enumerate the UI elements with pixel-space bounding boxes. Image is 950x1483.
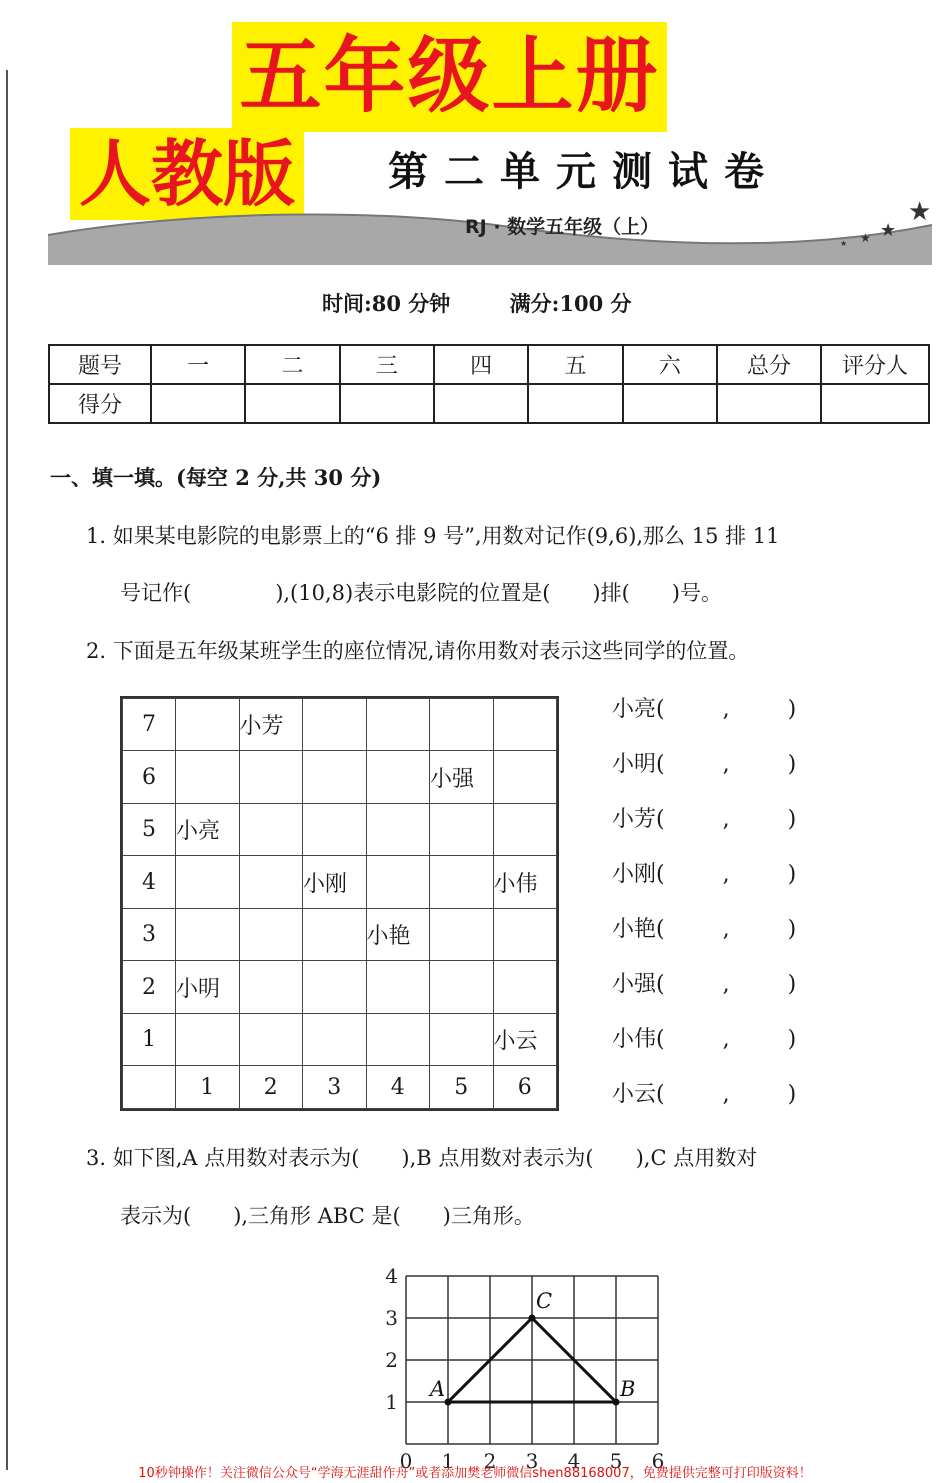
section-title: 一、填一填。(每空 2 分,共 30 分) <box>50 465 382 490</box>
answer-item <box>612 748 796 803</box>
answer-name: 小亮( <box>612 697 665 722</box>
y-tick-label: 4 <box>385 1264 398 1288</box>
seat-cell <box>239 803 303 855</box>
seat-cell: 小刚 <box>303 856 367 908</box>
seat-cell <box>303 751 367 803</box>
subject-label: RJ · 数学五年级（上） <box>465 216 660 238</box>
score-cell[interactable] <box>245 384 339 423</box>
exam-info <box>322 288 684 318</box>
question-2: 2. 下面是五年级某班学生的座位情况,请你用数对表示这些同学的位置。 <box>86 639 750 663</box>
score-table-header-row <box>49 345 929 384</box>
seat-cell <box>176 908 240 960</box>
x-tick-label: 0 <box>399 1449 413 1470</box>
seat-axis-label: 3 <box>123 908 176 960</box>
seat-axis-label: 1 <box>176 1066 240 1109</box>
seat-cell <box>303 908 367 960</box>
seat-cell <box>430 961 494 1013</box>
seat-cell <box>366 856 430 908</box>
footer-notice: 10秒钟操作！关注微信公众号“学海无涯甜作舟”或者添加樊老师微信shen88168007，免费提供完整可打印版资料！ <box>138 1466 812 1481</box>
answer-name: 小芳( <box>612 807 665 832</box>
seat-cell <box>430 908 494 960</box>
answer-item <box>612 968 796 1023</box>
score-cell[interactable] <box>151 384 245 423</box>
seat-cell <box>303 803 367 855</box>
seat-cell <box>239 908 303 960</box>
seat-cell: 小伟 <box>493 856 557 908</box>
answer-separator: , <box>722 862 730 887</box>
seat-cell <box>176 1013 240 1065</box>
score-header-cell: 评分人 <box>821 345 929 384</box>
answer-close: ) <box>787 1027 797 1052</box>
seat-cell <box>430 699 494 751</box>
coordinate-plane <box>380 1262 670 1470</box>
exam-time: 时间:80 分钟 <box>322 291 451 316</box>
seat-cell <box>493 803 557 855</box>
seat-cell <box>176 751 240 803</box>
seat-axis-label: 4 <box>123 856 176 908</box>
question-1-line-1: 1. 如果某电影院的电影票上的“6 排 9 号”,用数对记作(9,6),那么 15 排 11 <box>86 524 780 548</box>
score-header-cell: 五 <box>528 345 622 384</box>
answer-close: ) <box>787 917 797 942</box>
answer-close: ) <box>787 697 797 722</box>
seat-grid-table <box>122 698 557 1109</box>
seat-cell <box>366 961 430 1013</box>
seat-cell <box>366 751 430 803</box>
seat-cell <box>176 856 240 908</box>
seat-grid <box>120 696 559 1111</box>
seat-cell <box>493 961 557 1013</box>
seat-cell <box>493 699 557 751</box>
seat-cell <box>493 908 557 960</box>
point-label: C <box>536 1289 553 1313</box>
answer-close: ) <box>787 807 797 832</box>
exam-full-score: 满分:100 分 <box>509 291 632 316</box>
seat-cell <box>493 751 557 803</box>
seat-cell <box>176 699 240 751</box>
point-c <box>529 1315 536 1322</box>
seat-row <box>123 961 557 1013</box>
grade-banner <box>232 22 667 132</box>
answer-separator: , <box>722 752 730 777</box>
seat-row <box>123 1013 557 1065</box>
seat-cell <box>366 803 430 855</box>
seat-cell: 小云 <box>493 1013 557 1065</box>
svg-text:★: ★ <box>840 239 848 248</box>
page-left-border <box>6 70 8 1470</box>
score-cell[interactable] <box>528 384 622 423</box>
seat-cell: 小艳 <box>366 908 430 960</box>
point-b <box>613 1399 620 1406</box>
answer-close: ) <box>787 1082 797 1107</box>
svg-text:★: ★ <box>880 220 897 241</box>
score-cell[interactable] <box>623 384 717 423</box>
svg-text:★: ★ <box>908 197 932 227</box>
seat-cell <box>366 1013 430 1065</box>
seat-cell <box>239 1013 303 1065</box>
seat-cell <box>303 699 367 751</box>
answer-separator: , <box>722 1027 730 1052</box>
x-tick-label: 6 <box>651 1449 665 1470</box>
seat-axis-label: 1 <box>123 1013 176 1065</box>
seat-cell <box>430 856 494 908</box>
seat-axis-label: 5 <box>123 803 176 855</box>
score-header-cell: 二 <box>245 345 339 384</box>
answer-close: ) <box>787 862 797 887</box>
seat-axis-label: 6 <box>493 1066 557 1109</box>
answer-name: 小伟( <box>612 1027 665 1052</box>
seat-cell <box>303 1013 367 1065</box>
seat-cell <box>430 803 494 855</box>
score-cell[interactable] <box>717 384 821 423</box>
seat-axis-label <box>123 1066 176 1109</box>
score-row-label: 得分 <box>49 384 151 423</box>
answer-name: 小刚( <box>612 862 665 887</box>
page-title: 第二单元测试卷 <box>388 148 780 195</box>
seat-row <box>123 856 557 908</box>
answer-item <box>612 1023 796 1078</box>
grade-banner-text: 五年级上册 <box>239 29 660 124</box>
svg-text:★: ★ <box>860 231 871 245</box>
answer-item <box>612 858 796 913</box>
answer-separator: , <box>722 807 730 832</box>
answer-name: 小云( <box>612 1082 665 1107</box>
seat-cell <box>430 1013 494 1065</box>
score-header-cell: 四 <box>434 345 528 384</box>
seat-cell: 小强 <box>430 751 494 803</box>
answer-item <box>612 803 796 858</box>
answer-close: ) <box>787 752 797 777</box>
seat-cell <box>239 961 303 1013</box>
score-header-cell: 题号 <box>49 345 151 384</box>
point-label: B <box>620 1377 636 1401</box>
x-tick-label: 4 <box>567 1449 581 1470</box>
x-tick-label: 3 <box>525 1449 539 1470</box>
seat-axis-label: 2 <box>123 961 176 1013</box>
answer-list <box>612 693 796 1133</box>
y-tick-label: 2 <box>385 1348 398 1372</box>
answer-name: 小明( <box>612 752 665 777</box>
y-tick-label: 3 <box>385 1306 398 1330</box>
score-header-cell: 三 <box>340 345 434 384</box>
x-tick-label: 2 <box>483 1449 497 1470</box>
answer-separator: , <box>722 1082 730 1107</box>
answer-item <box>612 693 796 748</box>
seat-row <box>123 1066 557 1109</box>
score-cell[interactable] <box>434 384 528 423</box>
question-3-line-2: 表示为( ),三角形 ABC 是( )三角形。 <box>120 1204 535 1228</box>
seat-cell: 小明 <box>176 961 240 1013</box>
answer-separator: , <box>722 697 730 722</box>
seat-axis-label: 2 <box>239 1066 303 1109</box>
score-table <box>48 344 930 424</box>
score-header-cell: 一 <box>151 345 245 384</box>
seat-cell <box>366 699 430 751</box>
seat-cell: 小亮 <box>176 803 240 855</box>
answer-name: 小艳( <box>612 917 665 942</box>
seat-row <box>123 908 557 960</box>
seat-row <box>123 751 557 803</box>
question-3-line-1: 3. 如下图,A 点用数对表示为( ),B 点用数对表示为( ),C 点用数对 <box>86 1146 758 1170</box>
seat-axis-label: 5 <box>430 1066 494 1109</box>
seat-axis-label: 7 <box>123 699 176 751</box>
seat-row <box>123 699 557 751</box>
seat-row <box>123 803 557 855</box>
x-tick-label: 5 <box>609 1449 623 1470</box>
x-tick-label: 1 <box>441 1449 455 1470</box>
seat-axis-label: 3 <box>303 1066 367 1109</box>
score-header-cell: 六 <box>623 345 717 384</box>
question-1-line-2: 号记作( ),(10,8)表示电影院的位置是( )排( )号。 <box>120 581 722 605</box>
seat-axis-label: 6 <box>123 751 176 803</box>
point-a <box>445 1399 452 1406</box>
score-cell[interactable] <box>821 384 929 423</box>
answer-separator: , <box>722 917 730 942</box>
edition-banner-text: 人教版 <box>78 132 295 216</box>
answer-name: 小强( <box>612 972 665 997</box>
score-cell[interactable] <box>340 384 434 423</box>
seat-cell <box>303 961 367 1013</box>
answer-item <box>612 1078 796 1133</box>
answer-item <box>612 913 796 968</box>
seat-axis-label: 4 <box>366 1066 430 1109</box>
seat-cell: 小芳 <box>239 699 303 751</box>
point-label: A <box>430 1377 446 1401</box>
y-tick-label: 1 <box>385 1390 398 1414</box>
seat-cell <box>239 856 303 908</box>
score-table-score-row <box>49 384 929 423</box>
score-header-cell: 总分 <box>717 345 821 384</box>
answer-separator: , <box>722 972 730 997</box>
answer-close: ) <box>787 972 797 997</box>
seat-cell <box>239 751 303 803</box>
